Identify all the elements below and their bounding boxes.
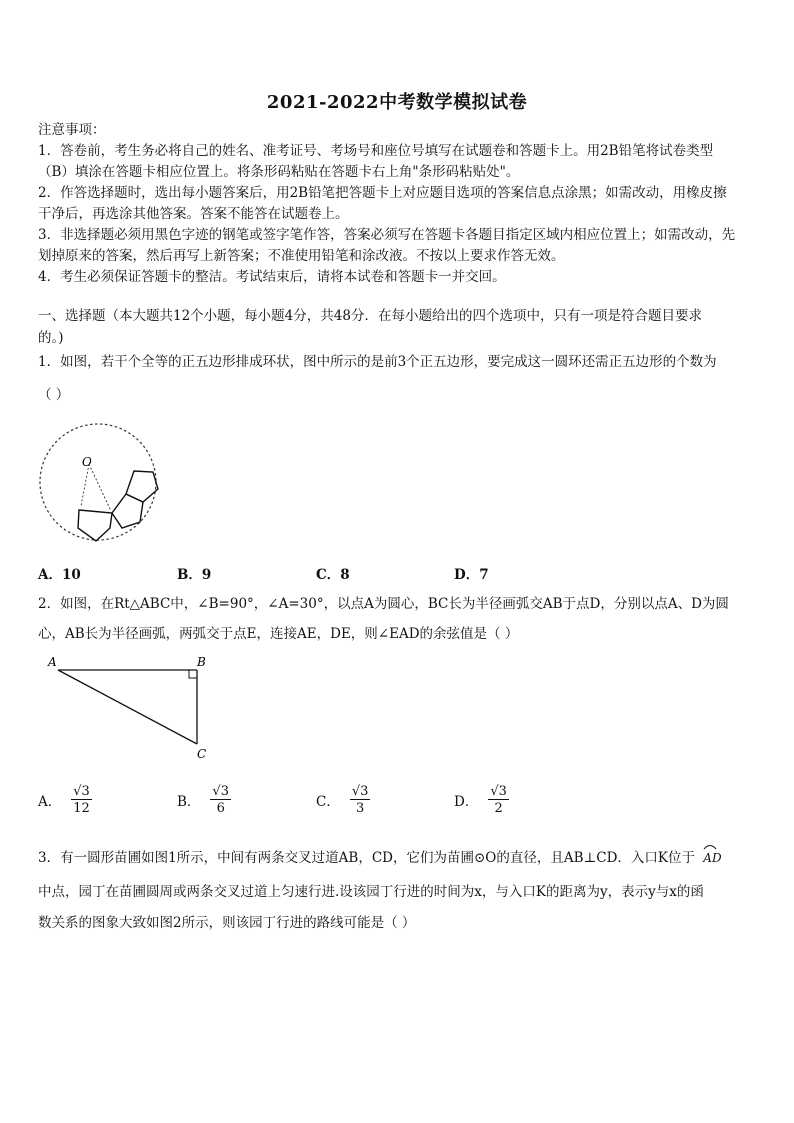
question-3-text-end: 数关系的图象大致如图2所示，则该园丁行进的路线可能是（ ） <box>38 915 416 931</box>
notice-line: 划掉原来的答案，然后再写上新答案；不准使用铅笔和涂改液。不按以上要求作答无效。 <box>38 248 565 264</box>
fraction-numerator: √3 <box>212 784 229 799</box>
section-heading: 一、选择题（本大题共12个小题，每小题4分，共48分．在每小题给出的四个选项中，只有一项是符合题目要求 <box>38 308 702 324</box>
right-triangle-figure <box>44 652 219 762</box>
vertex-label-a: A <box>48 655 57 669</box>
pentagon-ring-figure <box>36 416 166 546</box>
question-3-line1: 3．有一圆形苗圃如图1所示，中间有两条交叉过道AB，CD，它们为苗圃⊙O的直径，且AB⊥CD．入口K位于 <box>38 850 695 866</box>
option-letter: A． <box>38 794 62 810</box>
option-letter: D． <box>454 794 479 810</box>
fraction-denominator: 3 <box>355 801 365 816</box>
question-2-text: 2．如图，在Rt△ABC中，∠B=90°，∠A=30°，以点A为圆心，BC长为半径画弧交AB于点D，分别以点A、D为圆 <box>38 596 729 612</box>
q2-option-a[interactable] <box>38 784 92 816</box>
fraction <box>350 784 371 816</box>
option-letter: C． <box>316 794 340 810</box>
notice-line: 4．考生必须保证答题卡的整洁。考试结束后，请将本试卷和答题卡一并交回。 <box>38 269 506 285</box>
question-1-paren: （ ） <box>38 387 70 403</box>
fraction-denominator: 12 <box>73 801 90 816</box>
vertex-label-b: B <box>197 655 206 669</box>
fraction-numerator: √3 <box>73 784 90 799</box>
section-heading-cont: 的。) <box>38 330 64 346</box>
arc-mark-icon <box>703 844 717 850</box>
figure-label-o: O <box>82 455 92 469</box>
exam-title: 2021-2022中考数学模拟试卷 <box>266 92 528 113</box>
vertex-label-c: C <box>197 747 207 761</box>
notice-heading: 注意事项： <box>38 122 106 138</box>
q1-option-d[interactable]: D．7 <box>454 567 489 583</box>
arc-ad-text: AD <box>703 851 722 865</box>
q1-option-a[interactable]: A．10 <box>38 567 81 583</box>
notice-line: 干净后，再选涂其他答案。答案不能答在试题卷上。 <box>38 206 349 222</box>
question-3-text-cont: 中点，园丁在苗圃圆周或两条交叉过道上匀速行进.设该园丁行进的时间为x，与入口K的距离为y，表示y与x的函 <box>38 884 704 900</box>
notice-line: 1．答卷前，考生务必将自己的姓名、准考证号、考场号和座位号填写在试题卷和答题卡上。用2B铅笔将试卷类型 <box>38 143 714 159</box>
fraction-numerator: √3 <box>490 784 507 799</box>
question-2-text-cont: 心，AB长为半径画弧，两弧交于点E，连接AE，DE，则∠EAD的余弦值是（ ） <box>38 626 519 642</box>
notice-line: 3．非选择题必须用黑色字迹的钢笔或签字笔作答，答案必须写在答题卡各题目指定区域内相应位置上；如需改动，先 <box>38 227 736 243</box>
fraction <box>71 784 92 816</box>
arc-ad-label <box>703 848 721 868</box>
question-3-text <box>38 848 760 868</box>
fraction <box>210 784 231 816</box>
fraction-denominator: 6 <box>216 801 225 816</box>
q2-option-c[interactable] <box>316 784 370 816</box>
q2-option-d[interactable] <box>454 784 509 816</box>
option-letter: B． <box>177 794 201 810</box>
notice-line: （B）填涂在答题卡相应位置上。将条形码粘贴在答题卡右上角"条形码粘贴处"。 <box>38 164 520 180</box>
question-1-text: 1．如图，若干个全等的正五边形排成环状，图中所示的是前3个正五边形，要完成这一圆环还需正五边形的个数为 <box>38 354 717 370</box>
q1-option-c[interactable]: C．8 <box>316 567 350 583</box>
q1-option-b[interactable]: B．9 <box>177 567 212 583</box>
q2-option-b[interactable] <box>177 784 231 816</box>
fraction-denominator: 2 <box>494 801 503 816</box>
fraction-numerator: √3 <box>351 784 369 799</box>
notice-line: 2．作答选择题时，选出每小题答案后，用2B铅笔把答题卡上对应题目选项的答案信息点涂黑；如需改动，用橡皮擦 <box>38 185 727 201</box>
fraction <box>488 784 509 816</box>
